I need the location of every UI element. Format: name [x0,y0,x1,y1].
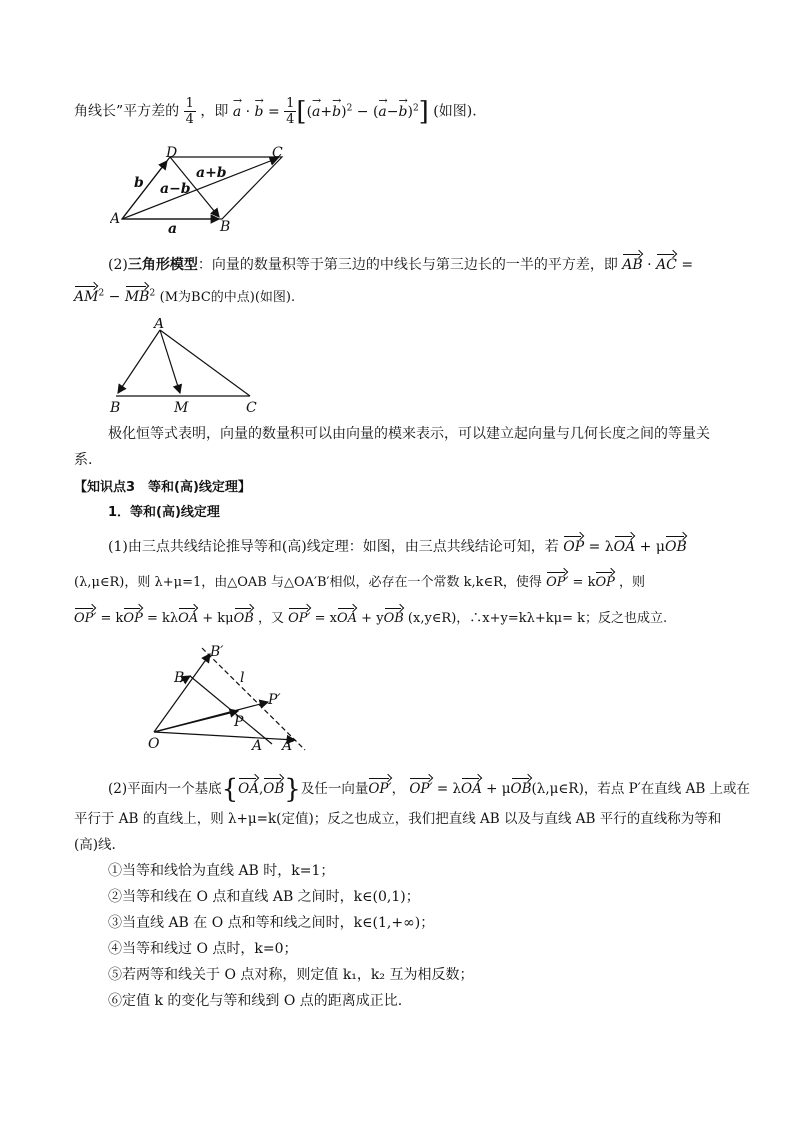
p2-formula-b: $AM^2 - MB^2$ [74,289,155,305]
fig3-label-O: O [148,736,160,752]
p5-text1c: ， [391,781,406,797]
p4-formula3: OP′ = kOP = kλOA + kμOB [74,611,254,626]
sub-title: 1．等和(高)线定理 [108,505,220,520]
list-item: ④当等和线过 O 点时，k=0； [108,941,298,957]
fig1-label-a-minus-b: a−b [160,181,191,197]
fig3-label-A: A [252,738,263,754]
fig1-label-a-plus-b: a+b [196,165,227,181]
fig3-label-P2: P′ [268,692,281,708]
p1-text-c: (如图). [433,103,477,120]
p4-text3b: (x,y∈R)，∴x+y=kλ+kμ= k；反之也成立. [407,611,668,626]
fig3-label-l: l [240,670,245,686]
p5-line2: 平行于 AB 的直线上，则 λ+μ=k(定值)；反之也成立，我们把直线 AB 以及与直线 AB 平行的直线称为等和 [74,811,722,827]
p2-line1 [108,250,750,276]
p4-formula1: OP = λOA + μOB [563,539,687,555]
p5-text1a: (2)平面内一个基底 [108,781,222,797]
fig1-label-C: C [272,145,283,161]
p1-line [74,96,750,127]
p4-text1: (1)由三点共线结论推导等和(高)线定理：如图，由三点共线结论可知，若 [108,539,559,555]
p5-text1b: 及任一向量 [300,781,369,797]
list-item: ②当等和线在 O 点和直线 AB 之间时，k∈(0,1)； [108,889,420,905]
figure-triangle [108,318,278,418]
p4-line2 [74,568,750,594]
fig1-label-A: A [110,211,121,227]
list-item: ③当直线 AB 在 O 点和等和线之间时，k∈(1,+∞)； [108,915,435,931]
fig2-label-A: A [154,318,165,332]
p5-basis: {OA,OB} [221,774,301,805]
p1-text-a: 角线长”平方差的 [74,103,180,120]
p2-bold: 三角形模型 [127,257,198,273]
figure-equal-sum-line [140,640,330,755]
p4-text2b: ，则 [619,575,646,590]
section-title: 【知识点3 等和(高)线定理】 [74,480,251,495]
p1-text-b: ，即 [200,103,229,120]
p1-formula: → a · → b = $\frac{1}{4}$ [(→ a+→ b)$^2$ − (→ a−→ b)$^2$] [233,104,429,120]
p2-num: (2) [108,257,128,273]
p5-text1d: (λ,μ∈R)，若点 P′在直线 AB 上或在 [531,781,751,797]
fig3-label-B: B [174,670,185,686]
figure-parallelogram [110,145,310,235]
list-item: ①当等和线恰为直线 AB 时，k=1； [108,863,335,879]
p4-formula2: OP′ = kOP [546,575,615,590]
fig1-label-a: a [168,221,178,235]
fig1-label-D: D [166,145,178,161]
fig3-label-P: P [234,714,244,730]
fig1-label-B: B [220,219,231,235]
p2-formula-a: AB · AC = [622,257,693,273]
p5-line3: (高)线. [74,837,116,853]
list-item: ⑥定值 k 的变化与等和线到 O 点的距离成正比. [108,993,403,1009]
p2-line2 [74,282,750,309]
fig2-label-C: C [246,400,257,416]
fig1-label-b: b [134,175,144,191]
p1-fraction: $\frac{1}{4}$ [185,96,194,127]
p4-text3a: ，又 [257,611,284,626]
p5-vec-op: OP′ [368,781,391,797]
fig3-label-B2: B′ [210,644,224,660]
p4-text2a: (λ,μ∈R)，则 λ+μ=1，由△OAB 与△OA′B′相似，必存在一个常数 k,k∈R，使得 [74,575,542,590]
p3-line2: 系. [74,452,93,468]
p4-line3 [74,604,750,630]
p4-line1 [108,532,750,558]
fig3-label-A2: A′ [282,738,296,754]
fig2-label-M: M [174,400,189,416]
p4-formula4: OP′ = xOA + yOB [288,611,404,626]
p2-note: (M为BC的中点)(如图). [159,290,296,305]
p5-formula: OP′ = λOA + μOB [409,781,531,797]
list-item: ⑤若两等和线关于 O 点对称，则定值 k₁，k₂ 互为相反数； [108,967,474,983]
p2-text: ：向量的数量积等于第三边的中线长与第三边长的一半的平方差，即 [197,257,618,273]
fig2-label-B: B [110,400,121,416]
p3-line1: 极化恒等式表明，向量的数量积可以由向量的模来表示，可以建立起向量与几何长度之间的等量关 [108,426,710,442]
p5-line1 [108,774,751,805]
